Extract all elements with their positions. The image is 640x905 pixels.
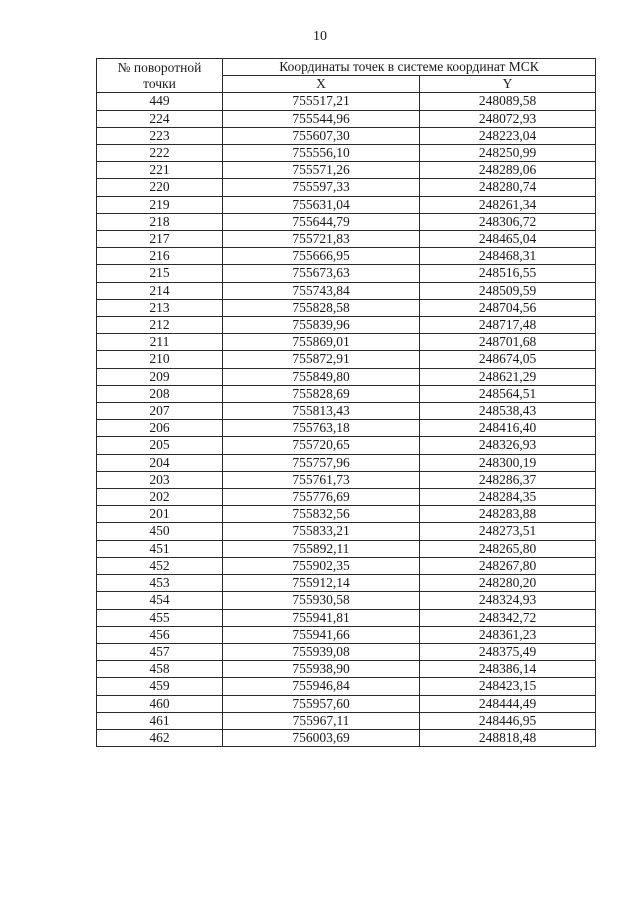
table-row [97, 93, 596, 110]
table-row [97, 351, 596, 368]
table-row [97, 299, 596, 316]
y-coordinate-cell: 248280,20 [420, 575, 596, 592]
y-coordinate-cell: 248701,68 [420, 334, 596, 351]
x-coordinate-cell: 755813,43 [223, 403, 420, 420]
x-coordinate-cell: 755839,96 [223, 317, 420, 334]
table-header [97, 59, 596, 93]
table-row [97, 575, 596, 592]
x-coordinate-cell: 755872,91 [223, 351, 420, 368]
x-coordinate-cell: 755631,04 [223, 196, 420, 213]
point-number-cell: 221 [97, 162, 223, 179]
coordinates-header: Координаты точек в системе координат МСК [223, 59, 596, 76]
point-number-header-line2: точки [143, 75, 176, 91]
table-row [97, 661, 596, 678]
table-row [97, 557, 596, 574]
y-coordinate-cell: 248468,31 [420, 248, 596, 265]
y-coordinate-cell: 248261,34 [420, 196, 596, 213]
point-number-cell: 205 [97, 437, 223, 454]
y-coordinate-cell: 248306,72 [420, 213, 596, 230]
point-number-cell: 206 [97, 420, 223, 437]
page-number: 10 [313, 29, 327, 44]
point-number-cell: 456 [97, 626, 223, 643]
table-row [97, 127, 596, 144]
table-row [97, 523, 596, 540]
table-row [97, 231, 596, 248]
point-number-cell: 449 [97, 93, 223, 110]
x-coordinate-cell: 755941,81 [223, 609, 420, 626]
point-number-cell: 224 [97, 110, 223, 127]
x-coordinate-cell: 755571,26 [223, 162, 420, 179]
table-row [97, 471, 596, 488]
x-coordinate-cell: 755902,35 [223, 557, 420, 574]
y-coordinate-cell: 248621,29 [420, 368, 596, 385]
x-coordinate-cell: 755743,84 [223, 282, 420, 299]
y-coordinate-cell: 248717,48 [420, 317, 596, 334]
table-row [97, 626, 596, 643]
table-row [97, 248, 596, 265]
x-coordinate-cell: 755938,90 [223, 661, 420, 678]
table-row [97, 403, 596, 420]
point-number-cell: 457 [97, 643, 223, 660]
point-number-cell: 458 [97, 661, 223, 678]
y-coordinate-cell: 248342,72 [420, 609, 596, 626]
x-coordinate-cell: 755556,10 [223, 145, 420, 162]
x-coordinate-cell: 755892,11 [223, 540, 420, 557]
y-coordinate-cell: 248284,35 [420, 489, 596, 506]
point-number-cell: 211 [97, 334, 223, 351]
point-number-cell: 223 [97, 127, 223, 144]
x-column-header: X [223, 76, 420, 93]
x-coordinate-cell: 755967,11 [223, 712, 420, 729]
table-row [97, 162, 596, 179]
y-coordinate-cell: 248267,80 [420, 557, 596, 574]
table-row [97, 454, 596, 471]
x-coordinate-cell: 755930,58 [223, 592, 420, 609]
point-number-cell: 203 [97, 471, 223, 488]
point-number-cell: 459 [97, 678, 223, 695]
y-coordinate-cell: 248444,49 [420, 695, 596, 712]
point-number-header-line1: № поворотной [117, 59, 202, 75]
table-row [97, 265, 596, 282]
table-row [97, 420, 596, 437]
point-number-cell: 450 [97, 523, 223, 540]
x-coordinate-cell: 755544,96 [223, 110, 420, 127]
x-coordinate-cell: 755828,69 [223, 385, 420, 402]
x-coordinate-cell: 755761,73 [223, 471, 420, 488]
y-coordinate-cell: 248465,04 [420, 231, 596, 248]
point-number-cell: 216 [97, 248, 223, 265]
x-coordinate-cell: 755720,65 [223, 437, 420, 454]
point-number-cell: 201 [97, 506, 223, 523]
x-coordinate-cell: 755607,30 [223, 127, 420, 144]
point-number-cell: 202 [97, 489, 223, 506]
table-row [97, 695, 596, 712]
x-coordinate-cell: 755721,83 [223, 231, 420, 248]
x-coordinate-cell: 755644,79 [223, 213, 420, 230]
x-coordinate-cell: 755941,66 [223, 626, 420, 643]
table-row [97, 334, 596, 351]
y-coordinate-cell: 248265,80 [420, 540, 596, 557]
y-coordinate-cell: 248289,06 [420, 162, 596, 179]
point-number-cell: 454 [97, 592, 223, 609]
table-body [97, 93, 596, 747]
y-coordinate-cell: 248416,40 [420, 420, 596, 437]
point-number-cell: 214 [97, 282, 223, 299]
table-row [97, 196, 596, 213]
y-coordinate-cell: 248509,59 [420, 282, 596, 299]
y-coordinate-cell: 248072,93 [420, 110, 596, 127]
table-row [97, 317, 596, 334]
y-coordinate-cell: 248324,93 [420, 592, 596, 609]
point-number-cell: 219 [97, 196, 223, 213]
point-number-cell: 204 [97, 454, 223, 471]
table-row [97, 213, 596, 230]
y-coordinate-cell: 248538,43 [420, 403, 596, 420]
table-row [97, 678, 596, 695]
y-coordinate-cell: 248375,49 [420, 643, 596, 660]
x-coordinate-cell: 755757,96 [223, 454, 420, 471]
y-coordinate-cell: 248423,15 [420, 678, 596, 695]
point-number-cell: 451 [97, 540, 223, 557]
x-coordinate-cell: 755833,21 [223, 523, 420, 540]
coordinates-table [96, 58, 596, 747]
point-number-cell: 461 [97, 712, 223, 729]
x-coordinate-cell: 755776,69 [223, 489, 420, 506]
x-coordinate-cell: 755957,60 [223, 695, 420, 712]
y-coordinate-cell: 248223,04 [420, 127, 596, 144]
y-coordinate-cell: 248300,19 [420, 454, 596, 471]
table-row [97, 145, 596, 162]
y-coordinate-cell: 248564,51 [420, 385, 596, 402]
table-row [97, 643, 596, 660]
x-coordinate-cell: 755666,95 [223, 248, 420, 265]
header-row-1 [97, 59, 596, 76]
x-coordinate-cell: 756003,69 [223, 729, 420, 746]
y-coordinate-cell: 248280,74 [420, 179, 596, 196]
table-row [97, 385, 596, 402]
x-coordinate-cell: 755673,63 [223, 265, 420, 282]
x-coordinate-cell: 755849,80 [223, 368, 420, 385]
y-coordinate-cell: 248273,51 [420, 523, 596, 540]
table-row [97, 592, 596, 609]
point-number-cell: 453 [97, 575, 223, 592]
y-coordinate-cell: 248326,93 [420, 437, 596, 454]
x-coordinate-cell: 755912,14 [223, 575, 420, 592]
point-number-cell: 452 [97, 557, 223, 574]
table-row [97, 729, 596, 746]
x-coordinate-cell: 755939,08 [223, 643, 420, 660]
x-coordinate-cell: 755946,84 [223, 678, 420, 695]
y-coordinate-cell: 248674,05 [420, 351, 596, 368]
table-row [97, 489, 596, 506]
table-row [97, 110, 596, 127]
table-row [97, 712, 596, 729]
table-row [97, 282, 596, 299]
x-coordinate-cell: 755869,01 [223, 334, 420, 351]
point-number-cell: 462 [97, 729, 223, 746]
point-number-cell: 220 [97, 179, 223, 196]
table-row [97, 437, 596, 454]
point-number-cell: 208 [97, 385, 223, 402]
y-coordinate-cell: 248283,88 [420, 506, 596, 523]
point-number-header [97, 59, 223, 93]
table-row [97, 506, 596, 523]
y-coordinate-cell: 248446,95 [420, 712, 596, 729]
y-coordinate-cell: 248516,55 [420, 265, 596, 282]
point-number-cell: 222 [97, 145, 223, 162]
x-coordinate-cell: 755517,21 [223, 93, 420, 110]
point-number-cell: 207 [97, 403, 223, 420]
table-row [97, 368, 596, 385]
point-number-cell: 213 [97, 299, 223, 316]
x-coordinate-cell: 755828,58 [223, 299, 420, 316]
point-number-cell: 209 [97, 368, 223, 385]
point-number-cell: 455 [97, 609, 223, 626]
point-number-cell: 210 [97, 351, 223, 368]
y-coordinate-cell: 248361,23 [420, 626, 596, 643]
y-coordinate-cell: 248250,99 [420, 145, 596, 162]
point-number-cell: 217 [97, 231, 223, 248]
y-coordinate-cell: 248818,48 [420, 729, 596, 746]
point-number-cell: 460 [97, 695, 223, 712]
y-coordinate-cell: 248704,56 [420, 299, 596, 316]
table-row [97, 179, 596, 196]
point-number-cell: 215 [97, 265, 223, 282]
y-coordinate-cell: 248286,37 [420, 471, 596, 488]
table-row [97, 540, 596, 557]
y-coordinate-cell: 248386,14 [420, 661, 596, 678]
point-number-cell: 218 [97, 213, 223, 230]
table-row [97, 609, 596, 626]
x-coordinate-cell: 755763,18 [223, 420, 420, 437]
y-column-header: Y [420, 76, 596, 93]
point-number-cell: 212 [97, 317, 223, 334]
y-coordinate-cell: 248089,58 [420, 93, 596, 110]
x-coordinate-cell: 755832,56 [223, 506, 420, 523]
x-coordinate-cell: 755597,33 [223, 179, 420, 196]
